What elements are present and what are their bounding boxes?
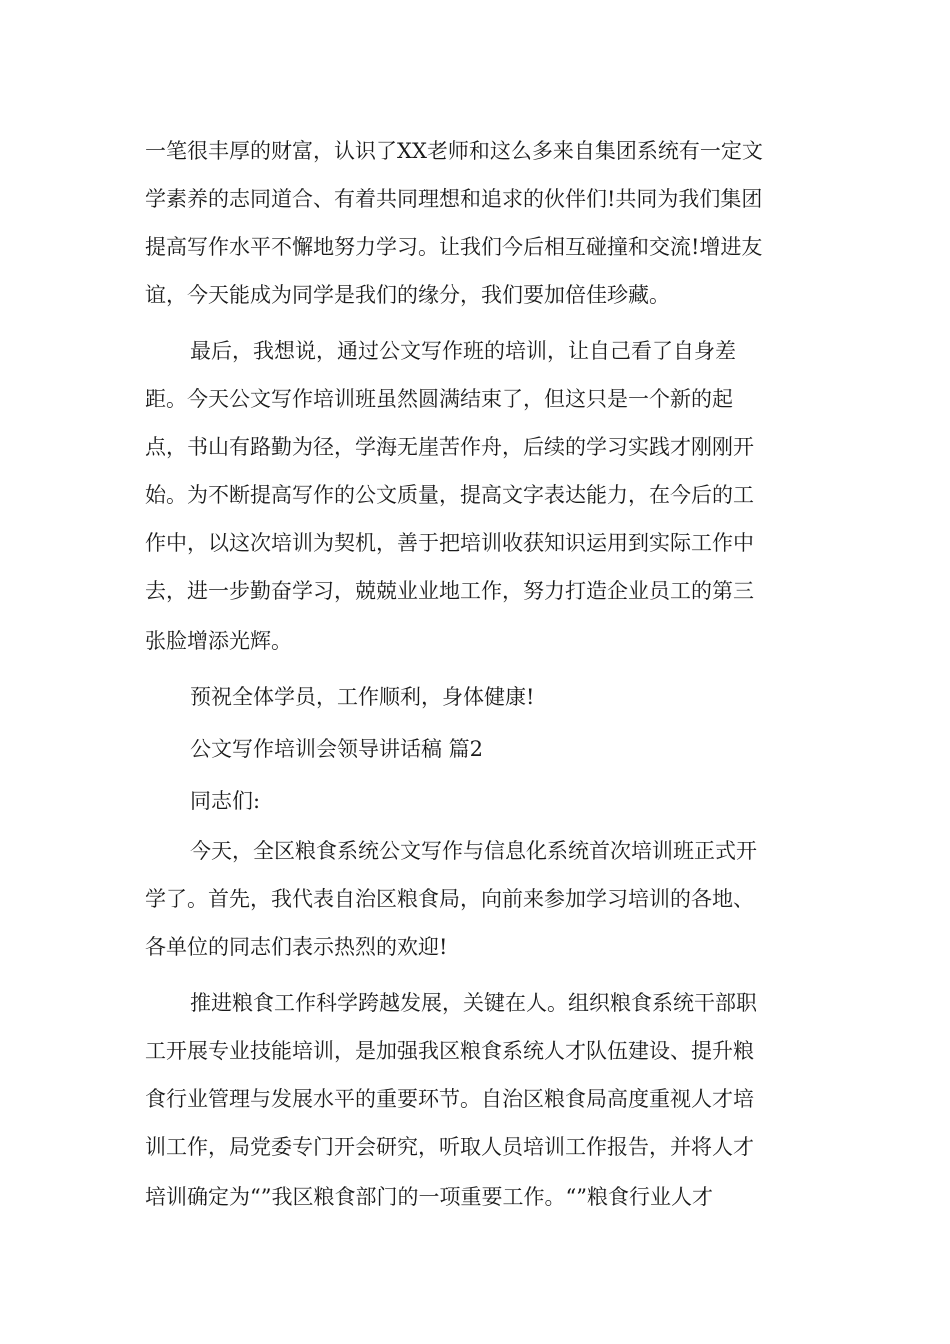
- text-line: 训工作，局党委专门开会研究，听取人员培训工作报告，并将人才: [145, 1135, 754, 1159]
- text-line: 工开展专业技能培训，是加强我区粮食系统人才队伍建设、提升粮: [145, 1039, 754, 1063]
- text-line: 始。为不断提高写作的公文质量，提高文字表达能力，在今后的工: [145, 483, 754, 507]
- paragraph-first-line: 最后，我想说，通过公文写作班的培训，让自己看了自身差: [190, 339, 736, 363]
- text-line: 距。今天公文写作培训班虽然圆满结束了，但这只是一个新的起: [145, 387, 733, 411]
- text-line: 去，进一步勤奋学习，兢兢业业地工作，努力打造企业员工的第三: [145, 579, 754, 603]
- paragraph-first-line: 推进粮食工作科学跨越发展，关键在人。组织粮食系统干部职: [190, 991, 757, 1015]
- text-line: 培训确定为“”我区粮食部门的一项重要工作。“”粮食行业人才: [145, 1185, 713, 1209]
- text-line: 学素养的志同道合、有着共同理想和追求的伙伴们!共同为我们集团: [145, 187, 763, 211]
- text-line: 点，书山有路勤为径，学海无崖苦作舟，后续的学习实践才刚刚开: [145, 435, 754, 459]
- text-line: 张脸增添光辉。: [145, 629, 292, 653]
- text-line: 一笔很丰厚的财富，认识了XX老师和这么多来自集团系统有一定文: [145, 139, 763, 163]
- text-line: 食行业管理与发展水平的重要环节。自治区粮食局高度重视人才培: [145, 1087, 754, 1111]
- salutation: 同志们:: [190, 789, 261, 813]
- text-line: 谊，今天能成为同学是我们的缘分，我们要加倍佳珍藏。: [145, 283, 670, 307]
- text-line: 各单位的同志们表示热烈的欢迎!: [145, 935, 448, 959]
- text-line: 作中，以这次培训为契机，善于把培训收获知识运用到实际工作中: [145, 531, 754, 555]
- section-heading: 公文写作培训会领导讲话稿 篇2: [190, 737, 484, 761]
- closing-wish: 预祝全体学员，工作顺利，身体健康!: [190, 685, 535, 709]
- text-line: 学了。首先，我代表自治区粮食局，向前来参加学习培训的各地、: [145, 887, 754, 911]
- text-line: 提高写作水平不懈地努力学习。让我们今后相互碰撞和交流!增进友: [145, 235, 763, 259]
- paragraph-first-line: 今天，全区粮食系统公文写作与信息化系统首次培训班正式开: [190, 839, 757, 863]
